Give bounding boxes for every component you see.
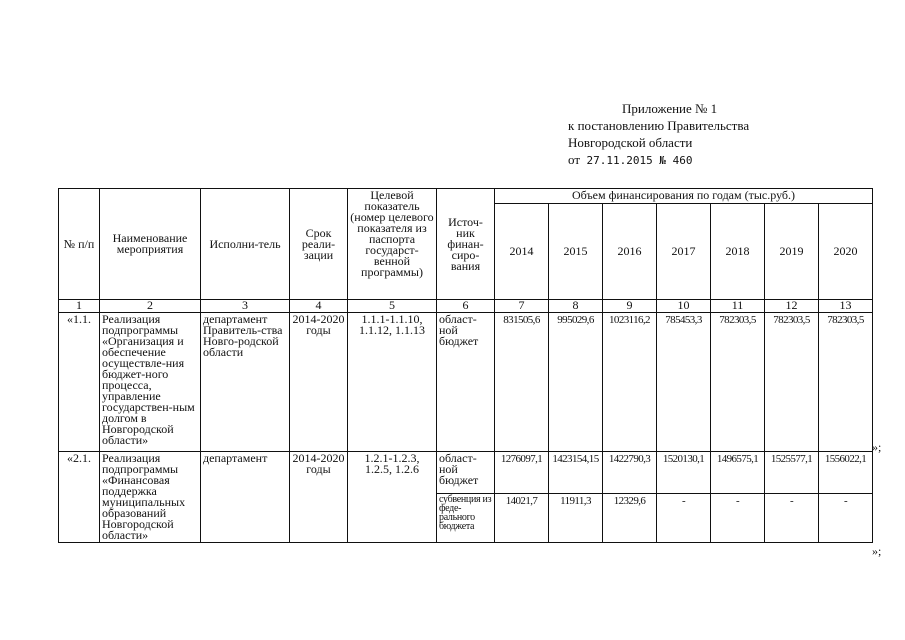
row-number: «2.1.: [59, 452, 100, 543]
appendix-header: [568, 100, 868, 169]
appendix-line2: к постановлению Правительства: [568, 118, 750, 133]
year-cell: 2015: [549, 204, 603, 300]
row-executor: [201, 313, 290, 452]
funding-table: [58, 188, 873, 543]
year-cell: 2017: [657, 204, 711, 300]
value-cell: 1525577,1: [765, 452, 819, 494]
table-row: [59, 452, 873, 494]
appendix-line3: Новгородской области: [568, 135, 693, 150]
appendix-date-line: [568, 151, 868, 169]
value-cell: -: [711, 493, 765, 542]
value-cell: -: [819, 493, 873, 542]
index-cell: 8: [549, 300, 603, 313]
value-cell: -: [657, 493, 711, 542]
year-cell: 2020: [819, 204, 873, 300]
index-cell: 5: [348, 300, 437, 313]
row-name: Реализация подпрограммы «Финансовая поддержка муниципальных образований Новгородской области»: [100, 452, 201, 543]
index-cell: 3: [201, 300, 290, 313]
index-cell: 2: [100, 300, 201, 313]
index-cell: 4: [290, 300, 348, 313]
table-row: [59, 313, 873, 452]
value-cell: 782303,5: [765, 313, 819, 452]
value-cell: 11911,3: [549, 493, 603, 542]
value-cell: 1556022,1: [819, 452, 873, 494]
index-cell: 11: [711, 300, 765, 313]
index-cell: 9: [603, 300, 657, 313]
index-cell: 7: [495, 300, 549, 313]
row-executor: департамент: [201, 452, 290, 543]
header-executor: Исполни-тель: [201, 189, 290, 300]
value-cell: 782303,5: [819, 313, 873, 452]
index-cell: 6: [437, 300, 495, 313]
index-cell: 1: [59, 300, 100, 313]
header-source: Источ-ник финан-сиро-вания: [437, 189, 495, 300]
row-number: «1.1.: [59, 313, 100, 452]
header-term: Срок реали-зации: [290, 189, 348, 300]
value-cell: 1520130,1: [657, 452, 711, 494]
row-executor-dept: департамент: [203, 312, 268, 326]
row-source: област-ной бюджет: [437, 313, 495, 452]
row-target: 1.2.1-1.2.3, 1.2.5, 1.2.6: [348, 452, 437, 543]
row-executor-gov: Правитель-ства Новго-родской области: [203, 323, 283, 359]
value-cell: 1023116,2: [603, 313, 657, 452]
index-row: [59, 300, 873, 313]
value-cell: -: [765, 493, 819, 542]
header-num: № п/п: [59, 189, 100, 300]
value-cell: 995029,6: [549, 313, 603, 452]
date-prefix: от: [568, 152, 581, 167]
row1-closing-quote: »;: [872, 440, 882, 454]
appendix-title: Приложение № 1: [622, 101, 718, 116]
value-cell: 14021,7: [495, 493, 549, 542]
row-term: 2014-2020 годы: [290, 452, 348, 543]
row-source-federal: субвенция из феде-рального бюджета: [437, 493, 495, 542]
row-target: 1.1.1-1.1.10, 1.1.12, 1.1.13: [348, 313, 437, 452]
value-cell: 1276097,1: [495, 452, 549, 494]
header-name: Наименование мероприятия: [100, 189, 201, 300]
year-cell: 2018: [711, 204, 765, 300]
header-funding: Объем финансирования по годам (тыс.руб.): [495, 189, 873, 204]
row2-closing-quote: »;: [872, 544, 882, 558]
year-cell: 2016: [603, 204, 657, 300]
table-header-row: [59, 189, 873, 204]
index-cell: 13: [819, 300, 873, 313]
header-target: Целевой показатель (номер целевого показателя из паспорта государст-венной программы): [348, 189, 437, 300]
value-cell: 12329,6: [603, 493, 657, 542]
row-term: 2014-2020 годы: [290, 313, 348, 452]
value-cell: 782303,5: [711, 313, 765, 452]
index-cell: 12: [765, 300, 819, 313]
row-name: Реализация подпрограммы «Организация и обеспечение осуществле-ния бюджет-ного процесса, управление государствен-ным долгом в Новгородской области»: [100, 313, 201, 452]
date-and-number: 27.11.2015 № 460: [586, 154, 693, 167]
value-cell: 1422790,3: [603, 452, 657, 494]
value-cell: 785453,3: [657, 313, 711, 452]
value-cell: 831505,6: [495, 313, 549, 452]
value-cell: 1496575,1: [711, 452, 765, 494]
year-cell: 2014: [495, 204, 549, 300]
row-source: област-ной бюджет: [437, 452, 495, 494]
year-cell: 2019: [765, 204, 819, 300]
value-cell: 1423154,15: [549, 452, 603, 494]
index-cell: 10: [657, 300, 711, 313]
